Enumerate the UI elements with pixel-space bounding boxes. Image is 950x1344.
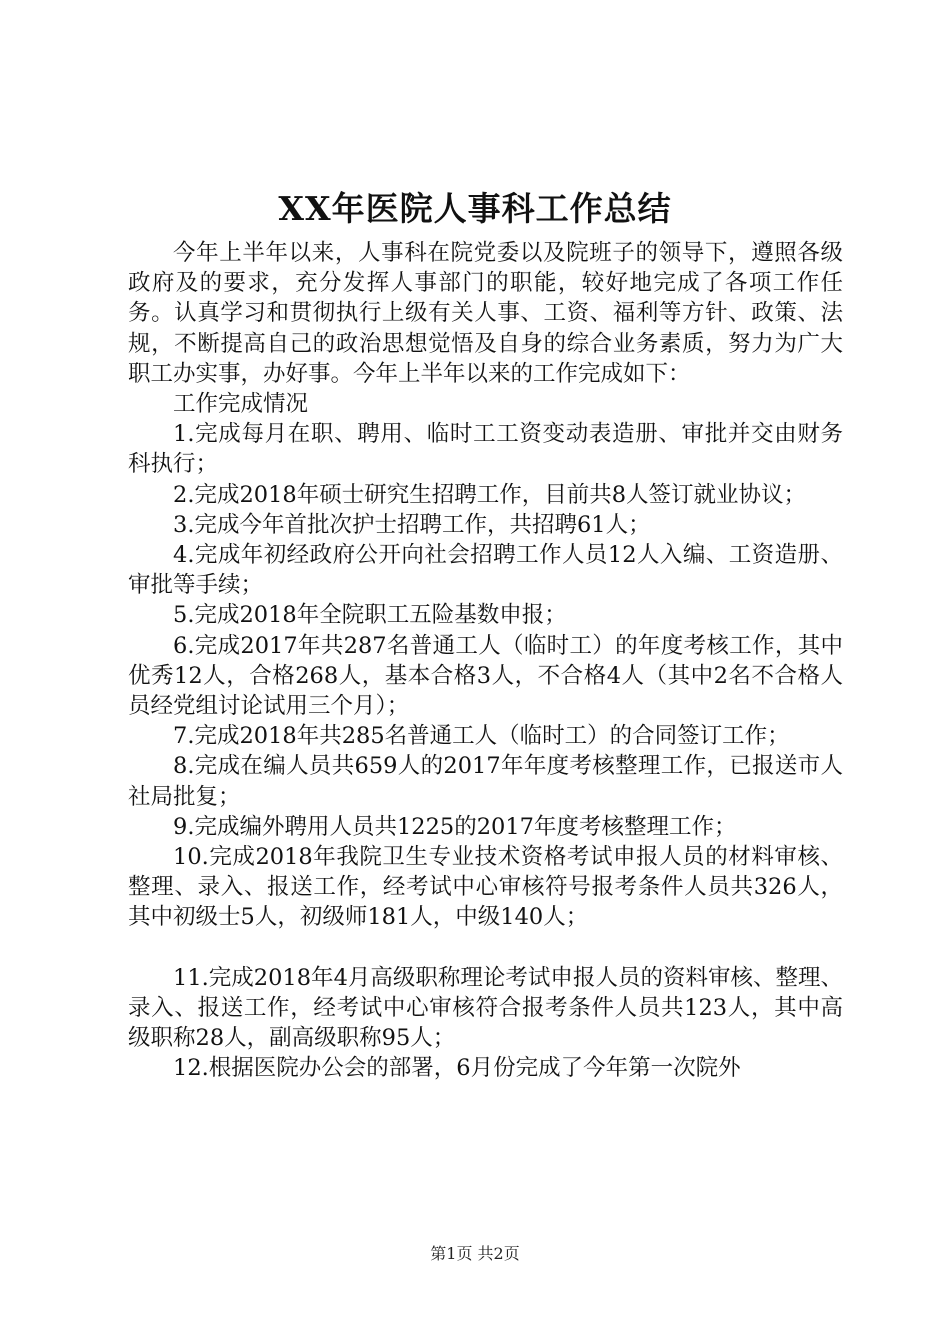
list-item: 1.完成每月在职、聘用、临时工工资变动表造册、审批并交由财务科执行；: [128, 421, 843, 478]
section-heading: 工作完成情况: [173, 391, 309, 418]
document-title: XX年医院人事科工作总结: [278, 189, 672, 228]
list-item: 6.完成2017年共287名普通工人（临时工）的年度考核工作，其中优秀12人，合格268人，基本合格3人，不合格4人（其中2名不合格人员经党组讨论试用三个月）；: [128, 632, 843, 720]
list-item: 10.完成2018年我院卫生专业技术资格考试申报人员的材料审核、整理、录入、报送工作，经考试中心审核符号报考条件人员共326人，其中初级士5人，初级师181人，中级140人；: [128, 844, 843, 931]
list-item: 2.完成2018年硕士研究生招聘工作，目前共8人签订就业协议；: [173, 481, 807, 508]
list-item: 7.完成2018年共285名普通工人（临时工）的合同签订工作；: [173, 723, 790, 750]
list-item: 11.完成2018年4月高级职称理论考试申报人员的资料审核、整理、录入、报送工作，经考试中心审核符合报考条件人员共123人，其中高级职称28人，副高级职称95人；: [128, 964, 843, 1052]
list-item: 5.完成2018年全院职工五险基数申报；: [173, 602, 567, 629]
list-item: 4.完成年初经政府公开向社会招聘工作人员12人入编、工资造册、审批等手续；: [128, 542, 843, 599]
document-body: [128, 238, 843, 1083]
list-item: 9.完成编外聘用人员共1225的2017年度考核整理工作；: [173, 813, 737, 840]
page-footer: 第1页 共2页: [430, 1244, 520, 1263]
list-item: 12.根据医院办公会的部署，6月份完成了今年第一次院外: [173, 1055, 741, 1082]
list-item: 3.完成今年首批次护士招聘工作，共招聘61人；: [173, 511, 651, 538]
list-item: 8.完成在编人员共659人的2017年年度考核整理工作，已报送市人社局批复；: [128, 753, 843, 810]
intro-paragraph: 今年上半年以来，人事科在院党委以及院班子的领导下，遵照各级政府及的要求，充分发挥人事部门的职能，较好地完成了各项工作任务。认真学习和贯彻执行上级有关人事、工资、福利等方针、政策、法规，不断提高自己的政治思想觉悟及自身的综合业务素质，努力为广大职工办实事，办好事。今年上半年以来的工作完成如下：: [128, 240, 843, 387]
